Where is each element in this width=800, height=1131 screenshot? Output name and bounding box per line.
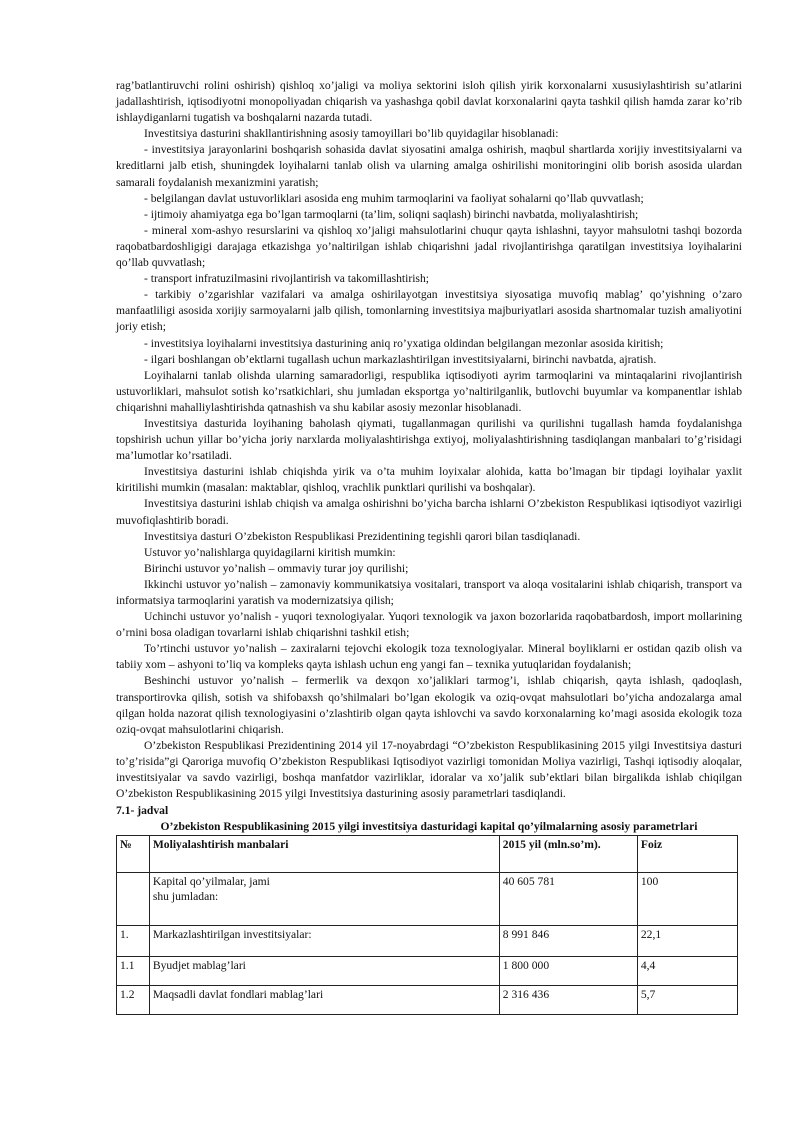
paragraph: Ikkinchi ustuvor yo’nalish – zamonaviy kommunikatsiya vositalari, transport va aloqa vositalarini ishlab chiqarish, transport va informatsiya tarmoqlarini yaratish va modernizatsiya qilish; — [116, 577, 742, 607]
paragraph: Loyihalarni tanlab olishda ularning samaradorligi, respublika iqtisodiyoti ayrim tarmoqlarini va mintaqalarini rivojlantirish ustuvorliklari, mahsulot sotish ko’rsatkichlari, shu jumladan eksportga yo’naltirilganlik, butlovchi buyumlar va kompanentlar ishlab chiqarishni mahalliylashtirishda qatnashish va shu kabilar asosiy mezonlar hisoblanadi. — [116, 368, 742, 414]
paragraph: - mineral xom-ashyo resurslarini va qishloq xo’jaligi mahsulotlarini chuqur qayta ishlashni, tayyor mahsulotni tashqi bozorda raqobatbardoshligigi darajaga etkazishga yo’naltirilgan ishlab chiqarishni jadal rivojlantirishga qaratilgan investitsiya loyihalarini qo’llab quvvatlash; — [116, 223, 742, 270]
paragraph: Investitsiya dasturi O’zbekiston Respublikasi Prezidentining tegishli qarori bilan tasdiqlanadi. — [144, 529, 581, 543]
cell-source: Maqsadli davlat fondlari mablag’lari — [149, 986, 499, 1015]
paragraph: rag’batlantiruvchi rolini oshirish) qishloq xo’jaligi va moliya sektorini isloh qilish yirik korxonalarni xususiylashtirish su’atlarini jadallashtirish, iqtisodiyotni monopoliyadan chiqarish va yashashga qobil davlat korxonalarini qayta tashkil qilish hamda zarar ko’rib ishlaydiganlarni tugatish va boshqalarni nazarda tutadi. — [116, 79, 742, 125]
paragraph: - transport infratuzilmasini rivojlantirish va takomillashtirish; — [144, 272, 429, 286]
cell-percent: 100 — [637, 873, 737, 926]
table-row — [117, 873, 738, 926]
cell-percent: 22,1 — [637, 926, 737, 957]
table-row — [117, 957, 738, 986]
cell-source-line: Kapital qo’yilmalar, jami — [152, 875, 270, 889]
document-page — [116, 78, 742, 1015]
table-reference: 7.1- jadval — [116, 804, 169, 818]
table-title: O’zbekiston Respublikasining 2015 yilgi investitsiya dasturidagi kapital qo’yilmalarning asosiy parametrlari — [160, 820, 698, 834]
paragraph: - investitsiya jarayonlarini boshqarish sohasida davlat siyosatini amalga oshirish, maqbul shartlarda xorijiy investitsiyalarni va kreditlarni jalb etish, shuningdek loyihalarni tanlab olish va ularning amalga oshirilishi monitoringini olib borish asosida ulardan samarali foydalanish mexanizmini yaratish; — [116, 143, 742, 189]
cell-source: Markazlashtirilgan investitsiyalar: — [149, 926, 499, 957]
paragraph: Ustuvor yo’nalishlarga quyidagilarni kiritish mumkin: — [144, 545, 396, 559]
cell-source-line: shu jumladan: — [152, 890, 219, 904]
cell-percent: 4,4 — [637, 957, 737, 986]
paragraph: - ijtimoiy ahamiyatga ega bo’lgan tarmoqlarni (ta’lim, soliqni saqlash) birinchi navbatda, moliyalashtirish; — [144, 207, 639, 221]
cell-number — [117, 873, 150, 926]
paragraph: Beshinchi ustuvor yo’nalish – fermerlik va dexqon xo’jaliklari tarmog’i, ishlab chiqarish, qayta ishlash, qadoqlash, transportirovka qilish, sotish va shifobaxsh qo’shilmalari bo’lgan ekologik va oziq-ovqat mahsulotlari bo’yicha andozalarga amal qilgan holda nazorat qilish texnologiyasini o’zlashtirib olgan qayta ishlovchi va savdo korxonalarning ko’magi asosida ekologik toza oziq-ovqat mahsulotlarini chiqarish. — [116, 674, 742, 736]
paragraph: Investitsiya dasturini ishlab chiqishda yirik va o’ta muhim loyixalar alohida, katta bo’lmagan bir tipdagi loyihalar yaxlit kiritilishi mumkin (masalan: maktablar, qishloq, vrachlik punktlari qurilishi va boshqalar). — [116, 465, 742, 495]
paragraph: Investitsiya dasturini shakllantirishning asosiy tamoyillari bo’lib quyidagilar hisoblanadi: — [144, 127, 559, 141]
cell-source: Byudjet mablag’lari — [149, 957, 499, 986]
paragraph: - investitsiya loyihalarni investitsiya dasturining aniq ro’yxatiga oldindan belgilangan mezonlar asosida kiritish; — [144, 336, 664, 350]
paragraph: - tarkibiy o’zgarishlar vazifalari va amalga oshirilayotgan investitsiya siyosatiga muvofiq mablag’ qo’yishning o’zaro manfaatliligi asosida xorijiy sarmoyalarni jalb qilish, tomonlarning investitsiya majburiyatlari asosida shartnomalar tuzish amaliyotini joriy etish; — [116, 288, 742, 334]
paragraph: To’rtinchi ustuvor yo’nalish – zaxiralarni tejovchi ekologik toza texnologiyalar. Mineral boyliklarni er ostidan qazib olish va tabiiy xom – ashyoni to’liq va kompleks qayta ishlash uchun eng yangi fan – texnika yutuqlaridan foydalanish; — [116, 642, 742, 672]
paragraph: Investitsiya dasturida loyihaning baholash qiymati, tugallanmagan qurilishi va qurilishni tugallash hamda foydalanishga topshirish uchun yillar bo’yicha joriy narxlarda moliyalashtirishga extiyoj, moliyalashtirishning tasdiqlangan manbalari to’g’risidagi ma’lumotlar ko’rsatiladi. — [116, 416, 742, 463]
financing-table — [116, 835, 738, 1015]
cell-value: 2 316 436 — [499, 986, 637, 1015]
body-text — [116, 78, 742, 802]
table-row — [117, 926, 738, 957]
cell-number: 1.2 — [117, 986, 150, 1015]
paragraph: O’zbekiston Respublikasi Prezidentining 2014 yil 17-noyabrdagi “O’zbekiston Respublikasining 2015 yilgi Investitsiya dasturi to’g’risida”gi Qaroriga muvofiq O’zbekiston Respublikasi Iqtisodiyot vazirligi tomonidan Moliya vazirligi, Tashqi iqtisodiy aloqalar, investitsiyalar va savdo vazirligi, boshqa manfatdor vazirliklar, idoralar va xo’jalik sub’ektlari bilan birgalikda ishlab chiqilgan O’zbekiston Respublikasining 2015 yilgi Investitsiya dasturining asosiy parametrlari tasdiqlandi. — [116, 738, 742, 801]
paragraph: Birinchi ustuvor yo’nalish – ommaviy turar joy qurilishi; — [144, 561, 409, 575]
header-value: 2015 yil (mln.so’m). — [499, 836, 637, 873]
table-header-row — [117, 836, 738, 873]
cell-number: 1. — [117, 926, 150, 957]
cell-value: 40 605 781 — [499, 873, 637, 926]
paragraph: - belgilangan davlat ustuvorliklari asosida eng muhim tarmoqlarini va faoliyat sohalarni qo’llab quvvatlash; — [144, 191, 644, 205]
header-percent: Foiz — [637, 836, 737, 873]
cell-value: 8 991 846 — [499, 926, 637, 957]
header-number: № — [117, 836, 150, 873]
cell-source — [149, 873, 499, 926]
cell-number: 1.1 — [117, 957, 150, 986]
cell-value: 1 800 000 — [499, 957, 637, 986]
header-source: Moliyalashtirish manbalari — [149, 836, 499, 873]
table-row — [117, 986, 738, 1015]
cell-percent: 5,7 — [637, 986, 737, 1015]
paragraph: Uchinchi ustuvor yo’nalish - yuqori texnologiyalar. Yuqori texnologik va jaxon bozorlarida raqobatbardosh, import mollarining o’rnini bosa oladigan tovarlarni ishlab chiqarishni tashkil etish; — [116, 610, 742, 640]
paragraph: Investitsiya dasturini ishlab chiqish va amalga oshirishni bo’yicha barcha ishlarni O’zbekiston Respublikasi iqtisodiyot vazirligi muvofiqlashtirib boradi. — [116, 497, 742, 527]
paragraph: - ilgari boshlangan ob’ektlarni tugallash uchun markazlashtirilgan investitsiyalarni, birinchi navbatda, ajratish. — [144, 352, 657, 366]
